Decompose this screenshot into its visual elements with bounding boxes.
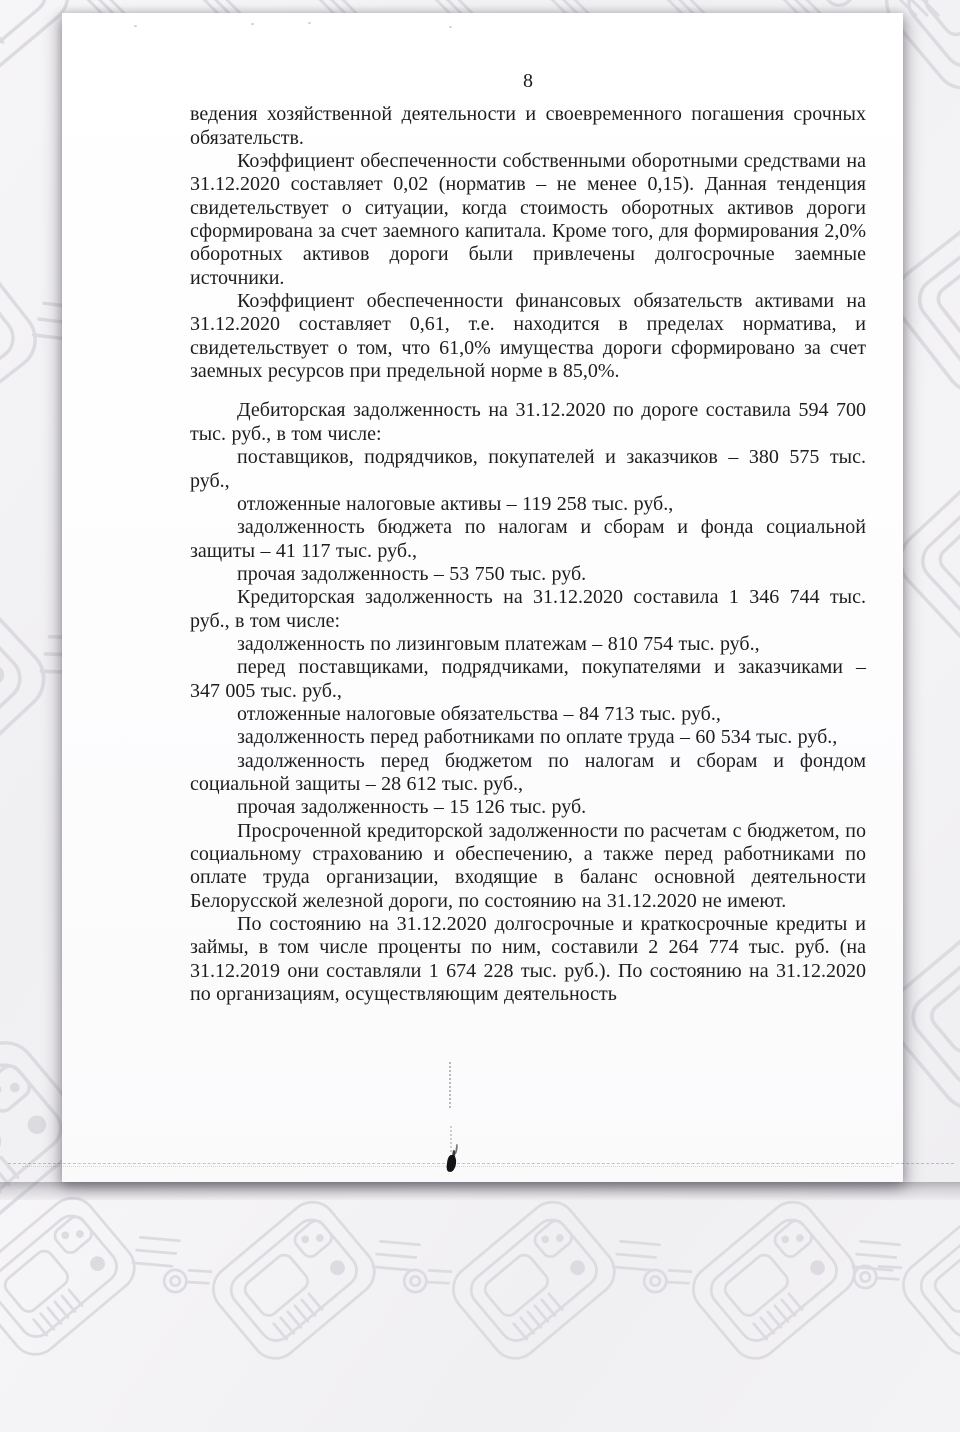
paragraph: Коэффициент обеспеченности финансовых обязательств активами на 31.12.2020 составляет 0,61, т.е. находится в пределах норматива, и свидетельствует о том, что 61,0% имущества дороги сформировано за счет заемных ресурсов при предельной норме в 85,0%.	[190, 290, 866, 383]
bottom-shadow-band	[0, 1182, 960, 1200]
paragraph: Просроченной кредиторской задолженности по расчетам с бюджетом, по социальному страхованию и обеспечению, а также перед работниками по оплате труда организации, входящие в баланс основной деятельности Белорусской железной дороги, по состоянию на 31.12.2020 не имеют.	[190, 819, 866, 912]
scan-speck	[134, 25, 137, 27]
paragraph: прочая задолженность – 15 126 тыс. руб.	[237, 796, 587, 819]
scan-speck	[308, 22, 311, 24]
paragraph: перед поставщиками, подрядчиками, покупателями и заказчиками – 347 005 тыс. руб.,	[190, 656, 866, 702]
paragraph: отложенные налоговые обязательства – 84 713 тыс. руб.,	[237, 702, 721, 725]
page-number: 8	[523, 70, 533, 92]
scan-speck	[251, 23, 254, 25]
paragraph: Дебиторская задолженность на 31.12.2020 по дороге составила 594 700 тыс. руб., в том числе:	[190, 399, 866, 445]
scan-noise-line	[8, 1163, 954, 1168]
scan-speck	[449, 26, 452, 28]
paragraph: Кредиторская задолженность на 31.12.2020 составила 1 346 744 тыс. руб., в том числе:	[190, 586, 866, 632]
paragraph: задолженность бюджета по налогам и сборам и фонда социальной защиты – 41 117 тыс. руб.,	[190, 516, 866, 562]
document-page	[62, 13, 903, 1182]
paragraph: задолженность перед работниками по оплате труда – 60 534 тыс. руб.,	[237, 726, 838, 749]
paragraph: По состоянию на 31.12.2020 долгосрочные и краткосрочные кредиты и займы, в том числе проценты по ним, составили 2 264 774 тыс. руб. (на 31.12.2019 они составляли 1 674 228 тыс. руб.). По состоянию на 31.12.2020 по организациям, осуществляющим деятельность	[190, 913, 866, 1006]
document-body	[190, 70, 866, 1006]
paragraph: поставщиков, подрядчиков, покупателей и заказчиков – 380 575 тыс. руб.,	[190, 446, 866, 492]
paragraph: задолженность по лизинговым платежам – 810 754 тыс. руб.,	[237, 632, 760, 655]
paragraph: прочая задолженность – 53 750 тыс. руб.	[237, 562, 587, 585]
paragraph: Коэффициент обеспеченности собственными оборотными средствами на 31.12.2020 составляет 0,02 (норматив – не менее 0,15). Данная тенденция свидетельствует о ситуации, когда стоимость оборотных активов дороги сформирована за счет заемного капитала. Кроме того, для формирования 2,0% оборотных активов дороги были привлечены долгосрочные заемные источники.	[190, 150, 866, 289]
paragraph: отложенные налоговые активы – 119 258 тыс. руб.,	[237, 492, 674, 515]
ink-dotted-trail	[450, 1126, 452, 1152]
paragraph: задолженность перед бюджетом по налогам и сборам и фондом социальной защиты – 28 612 тыс. руб.,	[190, 749, 866, 795]
ink-dotted-trail	[449, 1062, 451, 1108]
paragraph: ведения хозяйственной деятельности и своевременного погашения срочных обязательств.	[190, 103, 866, 149]
